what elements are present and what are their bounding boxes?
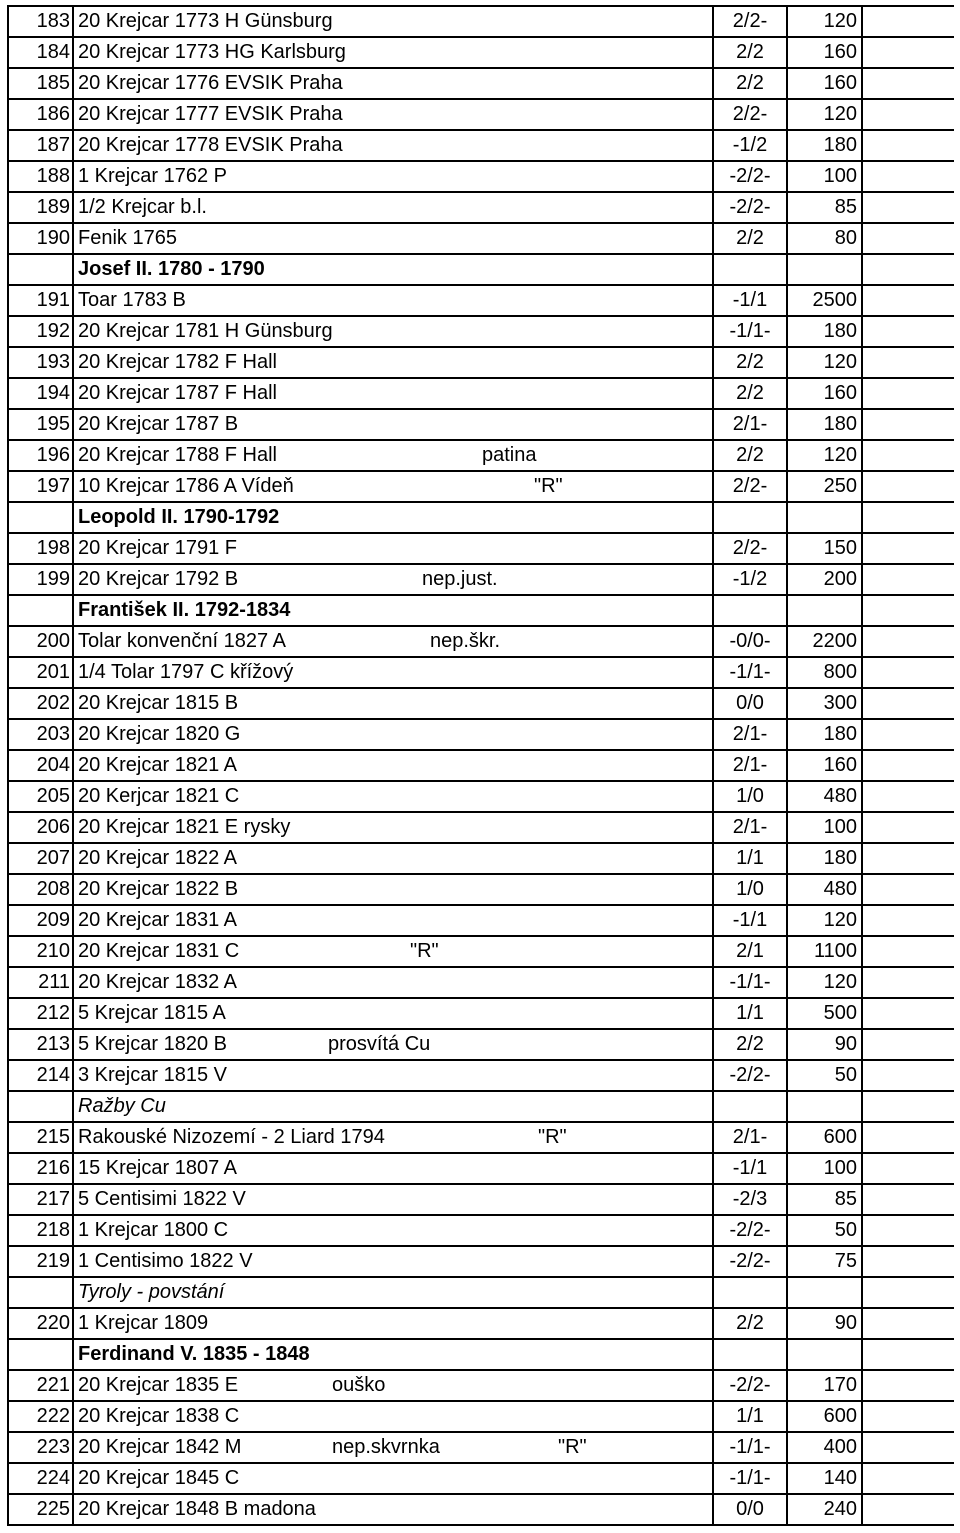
grade-cell: -2/2-	[714, 1061, 788, 1090]
item-description: 20 Krejcar 1822 B	[78, 878, 239, 900]
table-row	[9, 379, 954, 410]
grade-cell: -1/1	[714, 906, 788, 935]
price-cell	[788, 1278, 863, 1307]
price-cell	[788, 1092, 863, 1121]
grade-cell: 2/1-	[714, 751, 788, 780]
description-cell	[74, 906, 714, 935]
table-row	[9, 689, 954, 720]
grade-cell: 2/1-	[714, 720, 788, 749]
item-description: 20 Krejcar 1845 C	[78, 1467, 240, 1489]
item-description: 20 Krejcar 1838 C	[78, 1405, 240, 1427]
table-row	[9, 1495, 954, 1526]
item-description: 20 Krejcar 1821 A	[78, 754, 237, 776]
item-description: 20 Krejcar 1788 F Hall	[78, 444, 277, 466]
price-cell: 140	[788, 1464, 863, 1493]
table-row	[9, 813, 954, 844]
description-cell	[74, 1247, 714, 1276]
grade-cell: 2/2	[714, 348, 788, 377]
row-number-cell: 201	[9, 658, 74, 687]
description-cell	[74, 1061, 714, 1090]
row-number-cell: 191	[9, 286, 74, 315]
price-cell: 160	[788, 38, 863, 67]
table-row	[9, 720, 954, 751]
row-number-cell: 223	[9, 1433, 74, 1462]
table-row	[9, 1030, 954, 1061]
description-cell	[74, 7, 714, 36]
price-cell: 100	[788, 813, 863, 842]
section-header-row	[9, 596, 954, 627]
price-cell: 120	[788, 100, 863, 129]
table-row	[9, 782, 954, 813]
item-description: 1/4 Tolar 1797 C křížový	[78, 661, 294, 683]
table-row	[9, 565, 954, 596]
price-cell: 150	[788, 534, 863, 563]
item-description: Tolar konvenční 1827 A	[78, 630, 286, 652]
grade-cell: 2/1-	[714, 410, 788, 439]
table-row	[9, 1402, 954, 1433]
item-description: 1 Krejcar 1809	[78, 1312, 209, 1334]
item-description: 20 Krejcar 1848 B madona	[78, 1498, 316, 1520]
row-number-cell	[9, 1092, 74, 1121]
description-cell	[74, 720, 714, 749]
description-cell	[74, 1154, 714, 1183]
item-description: 10 Krejcar 1786 A Vídeň	[78, 475, 294, 497]
description-cell	[74, 193, 714, 222]
section-header-row	[9, 1278, 954, 1309]
item-description: 20 Krejcar 1776 EVSIK Praha	[78, 72, 343, 94]
price-cell: 400	[788, 1433, 863, 1462]
price-cell: 170	[788, 1371, 863, 1400]
table-row	[9, 100, 954, 131]
table-row	[9, 906, 954, 937]
item-note: "R"	[534, 475, 563, 497]
grade-cell: 2/2-	[714, 7, 788, 36]
item-description: 20 Krejcar 1787 F Hall	[78, 382, 277, 404]
table-row	[9, 1185, 954, 1216]
item-description: 20 Krejcar 1787 B	[78, 413, 239, 435]
coin-price-list-table	[7, 5, 954, 1526]
row-number-cell: 215	[9, 1123, 74, 1152]
price-cell: 180	[788, 410, 863, 439]
grade-cell	[714, 503, 788, 532]
grade-cell: 2/2-	[714, 472, 788, 501]
row-number-cell: 188	[9, 162, 74, 191]
price-cell: 50	[788, 1061, 863, 1090]
item-description: 20 Krejcar 1820 G	[78, 723, 241, 745]
description-cell	[74, 1495, 714, 1524]
section-title: František II. 1792-1834	[74, 596, 714, 625]
row-number-cell: 206	[9, 813, 74, 842]
grade-cell: -2/2-	[714, 1371, 788, 1400]
table-row	[9, 1433, 954, 1464]
description-cell	[74, 472, 714, 501]
row-number-cell: 224	[9, 1464, 74, 1493]
table-row	[9, 7, 954, 38]
grade-cell: 2/2-	[714, 534, 788, 563]
item-description: 1 Centisimo 1822 V	[78, 1250, 253, 1272]
table-row	[9, 937, 954, 968]
row-number-cell: 183	[9, 7, 74, 36]
description-cell	[74, 968, 714, 997]
item-note-rarity: "R"	[558, 1436, 587, 1458]
description-cell	[74, 565, 714, 594]
grade-cell: -1/1-	[714, 968, 788, 997]
item-description: 20 Krejcar 1821 E rysky	[78, 816, 291, 838]
description-cell	[74, 162, 714, 191]
grade-cell: 1/0	[714, 875, 788, 904]
table-row	[9, 1309, 954, 1340]
table-row	[9, 131, 954, 162]
row-number-cell: 189	[9, 193, 74, 222]
price-cell	[788, 255, 863, 284]
item-note: nep.škr.	[430, 630, 501, 652]
item-description: 1 Krejcar 1762 P	[78, 165, 227, 187]
description-cell	[74, 1216, 714, 1245]
grade-cell: 2/2	[714, 1030, 788, 1059]
table-row	[9, 999, 954, 1030]
item-description: 20 Krejcar 1835 E	[78, 1374, 239, 1396]
table-row	[9, 1371, 954, 1402]
grade-cell: 2/1	[714, 937, 788, 966]
grade-cell: -1/1-	[714, 317, 788, 346]
row-number-cell: 203	[9, 720, 74, 749]
row-number-cell: 186	[9, 100, 74, 129]
price-cell: 480	[788, 782, 863, 811]
description-cell	[74, 1433, 714, 1462]
description-cell	[74, 1030, 714, 1059]
grade-cell: -1/1-	[714, 1433, 788, 1462]
grade-cell: -2/3	[714, 1185, 788, 1214]
row-number-cell: 222	[9, 1402, 74, 1431]
section-header-row	[9, 255, 954, 286]
row-number-cell: 204	[9, 751, 74, 780]
item-description: 20 Krejcar 1842 M	[78, 1436, 242, 1458]
grade-cell: -2/2-	[714, 193, 788, 222]
row-number-cell: 216	[9, 1154, 74, 1183]
price-cell: 240	[788, 1495, 863, 1524]
table-row	[9, 317, 954, 348]
description-cell	[74, 1464, 714, 1493]
row-number-cell	[9, 255, 74, 284]
section-title: Ferdinand V. 1835 - 1848	[74, 1340, 714, 1369]
section-title: Josef II. 1780 - 1790	[74, 255, 714, 284]
item-description: 20 Krejcar 1792 B	[78, 568, 239, 590]
description-cell	[74, 1123, 714, 1152]
row-number-cell: 198	[9, 534, 74, 563]
row-number-cell: 190	[9, 224, 74, 253]
price-cell: 200	[788, 565, 863, 594]
row-number-cell: 225	[9, 1495, 74, 1524]
price-cell: 120	[788, 968, 863, 997]
table-row	[9, 38, 954, 69]
row-number-cell: 220	[9, 1309, 74, 1338]
row-number-cell: 219	[9, 1247, 74, 1276]
item-description: 3 Krejcar 1815 V	[78, 1064, 227, 1086]
grade-cell: -1/2	[714, 565, 788, 594]
price-cell: 500	[788, 999, 863, 1028]
price-cell: 160	[788, 751, 863, 780]
row-number-cell: 207	[9, 844, 74, 873]
table-row	[9, 286, 954, 317]
table-row	[9, 1123, 954, 1154]
row-number-cell: 210	[9, 937, 74, 966]
description-cell	[74, 410, 714, 439]
table-row	[9, 193, 954, 224]
item-note: "R"	[538, 1126, 567, 1148]
description-cell	[74, 441, 714, 470]
price-cell: 480	[788, 875, 863, 904]
row-number-cell	[9, 1278, 74, 1307]
price-cell	[788, 1340, 863, 1369]
row-number-cell	[9, 503, 74, 532]
grade-cell: 0/0	[714, 1495, 788, 1524]
row-number-cell: 192	[9, 317, 74, 346]
grade-cell: -1/1-	[714, 658, 788, 687]
price-cell: 120	[788, 7, 863, 36]
row-number-cell: 185	[9, 69, 74, 98]
grade-cell: 2/2	[714, 1309, 788, 1338]
description-cell	[74, 379, 714, 408]
item-description: 20 Krejcar 1832 A	[78, 971, 237, 993]
item-description: 20 Krejcar 1773 H Günsburg	[78, 10, 333, 32]
item-description: 1 Krejcar 1800 C	[78, 1219, 229, 1241]
grade-cell: 2/2	[714, 441, 788, 470]
price-cell: 120	[788, 441, 863, 470]
section-title: Tyroly - povstání	[74, 1278, 714, 1307]
row-number-cell: 202	[9, 689, 74, 718]
table-row	[9, 1154, 954, 1185]
price-cell: 120	[788, 348, 863, 377]
price-cell: 2200	[788, 627, 863, 656]
price-cell: 90	[788, 1309, 863, 1338]
price-cell: 300	[788, 689, 863, 718]
table-row	[9, 1061, 954, 1092]
description-cell	[74, 937, 714, 966]
grade-cell: -1/2	[714, 131, 788, 160]
item-description: 5 Krejcar 1815 A	[78, 1002, 226, 1024]
description-cell	[74, 658, 714, 687]
description-cell	[74, 1402, 714, 1431]
grade-cell: 2/2	[714, 379, 788, 408]
item-description: 20 Krejcar 1791 F	[78, 537, 237, 559]
price-cell: 85	[788, 1185, 863, 1214]
section-header-row	[9, 503, 954, 534]
row-number-cell: 187	[9, 131, 74, 160]
description-cell	[74, 286, 714, 315]
row-number-cell: 193	[9, 348, 74, 377]
price-cell: 160	[788, 379, 863, 408]
row-number-cell: 209	[9, 906, 74, 935]
grade-cell	[714, 1340, 788, 1369]
grade-cell: 1/0	[714, 782, 788, 811]
row-number-cell: 195	[9, 410, 74, 439]
grade-cell: 1/1	[714, 999, 788, 1028]
item-description: Toar 1783 B	[78, 289, 186, 311]
price-cell	[788, 503, 863, 532]
description-cell	[74, 751, 714, 780]
row-number-cell: 200	[9, 627, 74, 656]
row-number-cell: 205	[9, 782, 74, 811]
item-description: 20 Krejcar 1778 EVSIK Praha	[78, 134, 343, 156]
row-number-cell: 208	[9, 875, 74, 904]
table-row	[9, 658, 954, 689]
table-row	[9, 1464, 954, 1495]
row-number-cell: 217	[9, 1185, 74, 1214]
table-row	[9, 968, 954, 999]
description-cell	[74, 1309, 714, 1338]
price-cell: 600	[788, 1402, 863, 1431]
section-title: Leopold II. 1790-1792	[74, 503, 714, 532]
item-note: ouško	[332, 1374, 386, 1396]
description-cell	[74, 1371, 714, 1400]
grade-cell: 2/2-	[714, 100, 788, 129]
description-cell	[74, 348, 714, 377]
price-cell: 180	[788, 317, 863, 346]
table-row	[9, 441, 954, 472]
grade-cell: -2/2-	[714, 1247, 788, 1276]
description-cell	[74, 813, 714, 842]
description-cell	[74, 534, 714, 563]
description-cell	[74, 689, 714, 718]
item-description: 20 Krejcar 1782 F Hall	[78, 351, 277, 373]
grade-cell: 1/1	[714, 1402, 788, 1431]
row-number-cell: 199	[9, 565, 74, 594]
table-row	[9, 162, 954, 193]
item-note: "R"	[410, 940, 439, 962]
grade-cell: 2/1-	[714, 813, 788, 842]
item-note: nep.just.	[422, 568, 498, 590]
item-description: Fenik 1765	[78, 227, 177, 249]
price-cell: 180	[788, 131, 863, 160]
row-number-cell: 184	[9, 38, 74, 67]
price-cell: 160	[788, 69, 863, 98]
grade-cell: 2/2	[714, 38, 788, 67]
item-description: 20 Krejcar 1777 EVSIK Praha	[78, 103, 343, 125]
price-cell: 2500	[788, 286, 863, 315]
grade-cell	[714, 255, 788, 284]
price-cell: 1100	[788, 937, 863, 966]
item-description: 20 Krejcar 1822 A	[78, 847, 237, 869]
section-header-row	[9, 1340, 954, 1371]
item-description: 20 Krejcar 1831 A	[78, 909, 237, 931]
grade-cell: 1/1	[714, 844, 788, 873]
section-title: Ražby Cu	[74, 1092, 714, 1121]
row-number-cell: 213	[9, 1030, 74, 1059]
price-cell: 180	[788, 720, 863, 749]
price-cell: 250	[788, 472, 863, 501]
description-cell	[74, 131, 714, 160]
item-description: 20 Krejcar 1831 C	[78, 940, 240, 962]
price-cell: 75	[788, 1247, 863, 1276]
row-number-cell: 211	[9, 968, 74, 997]
price-cell: 800	[788, 658, 863, 687]
item-note: nep.skvrnka	[332, 1436, 440, 1458]
table-row	[9, 1247, 954, 1278]
price-cell: 600	[788, 1123, 863, 1152]
table-row	[9, 844, 954, 875]
description-cell	[74, 38, 714, 67]
description-cell	[74, 69, 714, 98]
description-cell	[74, 844, 714, 873]
item-description: 15 Krejcar 1807 A	[78, 1157, 237, 1179]
table-row	[9, 1216, 954, 1247]
grade-cell: -1/1	[714, 286, 788, 315]
table-row	[9, 224, 954, 255]
grade-cell: -0/0-	[714, 627, 788, 656]
description-cell	[74, 999, 714, 1028]
table-row	[9, 534, 954, 565]
item-description: Rakouské Nizozemí - 2 Liard 1794	[78, 1126, 385, 1148]
item-note: prosvítá Cu	[328, 1033, 431, 1055]
description-cell	[74, 627, 714, 656]
row-number-cell: 218	[9, 1216, 74, 1245]
price-cell: 90	[788, 1030, 863, 1059]
price-cell: 100	[788, 162, 863, 191]
description-cell	[74, 317, 714, 346]
price-cell	[788, 596, 863, 625]
row-number-cell: 194	[9, 379, 74, 408]
description-cell	[74, 100, 714, 129]
grade-cell: 2/2	[714, 69, 788, 98]
grade-cell: -2/2-	[714, 1216, 788, 1245]
grade-cell	[714, 1278, 788, 1307]
grade-cell	[714, 596, 788, 625]
description-cell	[74, 1185, 714, 1214]
row-number-cell	[9, 596, 74, 625]
row-number-cell: 214	[9, 1061, 74, 1090]
price-cell: 50	[788, 1216, 863, 1245]
row-number-cell: 196	[9, 441, 74, 470]
grade-cell: -1/1	[714, 1154, 788, 1183]
grade-cell: 0/0	[714, 689, 788, 718]
table-row	[9, 751, 954, 782]
price-cell: 120	[788, 906, 863, 935]
description-cell	[74, 782, 714, 811]
item-description: 20 Kerjcar 1821 C	[78, 785, 240, 807]
row-number-cell: 197	[9, 472, 74, 501]
section-header-row	[9, 1092, 954, 1123]
price-cell: 80	[788, 224, 863, 253]
table-row	[9, 348, 954, 379]
item-description: 20 Krejcar 1773 HG Karlsburg	[78, 41, 346, 63]
item-description: 5 Centisimi 1822 V	[78, 1188, 246, 1210]
grade-cell: 2/2	[714, 224, 788, 253]
row-number-cell: 212	[9, 999, 74, 1028]
table-row	[9, 875, 954, 906]
table-row	[9, 410, 954, 441]
grade-cell: 2/1-	[714, 1123, 788, 1152]
item-description: 20 Krejcar 1815 B	[78, 692, 239, 714]
table-row	[9, 69, 954, 100]
price-cell: 85	[788, 193, 863, 222]
price-cell: 180	[788, 844, 863, 873]
item-description: 5 Krejcar 1820 B	[78, 1033, 227, 1055]
item-note: patina	[482, 444, 537, 466]
description-cell	[74, 224, 714, 253]
grade-cell: -1/1-	[714, 1464, 788, 1493]
table-row	[9, 627, 954, 658]
price-cell: 100	[788, 1154, 863, 1183]
row-number-cell	[9, 1340, 74, 1369]
grade-cell: -2/2-	[714, 162, 788, 191]
row-number-cell: 221	[9, 1371, 74, 1400]
description-cell	[74, 875, 714, 904]
item-description: 20 Krejcar 1781 H Günsburg	[78, 320, 333, 342]
item-description: 1/2 Krejcar b.l.	[78, 196, 207, 218]
grade-cell	[714, 1092, 788, 1121]
table-row	[9, 472, 954, 503]
